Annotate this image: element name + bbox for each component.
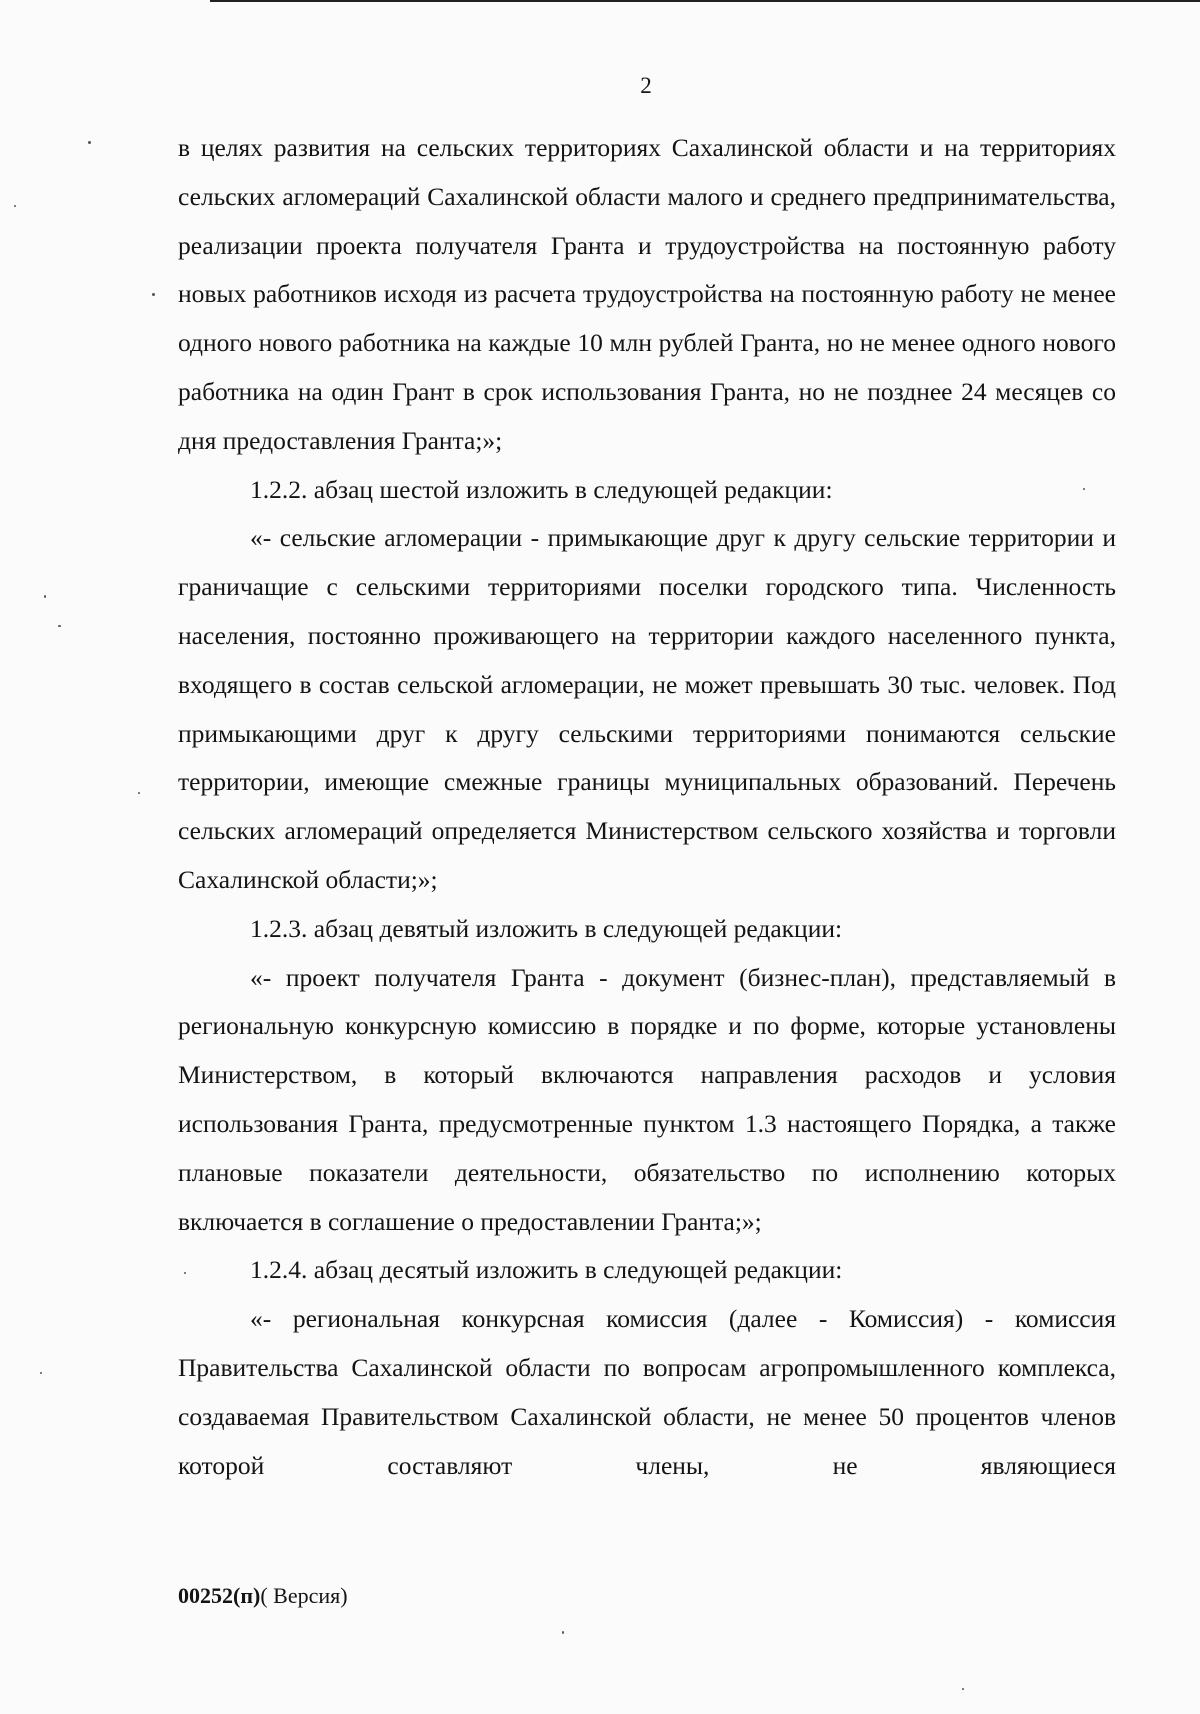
document-version: ( Версия) bbox=[260, 1583, 348, 1608]
scan-speck bbox=[184, 1272, 186, 1274]
paragraph-continuation: в целях развития на сельских территориях Сахалинской области и на территориях сельских агломераций Сахалинской области малого и среднего предпринимательства, реализации проекта получателя Гранта и трудоустройства на постоянную работу новых работников исходя из расчета трудоустройства на постоянную работу не менее одного нового работника на каждые 10 млн рублей Гранта, но не менее одного нового работника на один Грант в срок использования Гранта, но не позднее 24 месяцев со дня предоставления Гранта;»; bbox=[178, 133, 1116, 455]
scan-speck bbox=[44, 595, 46, 598]
document-code: 00252(п) bbox=[178, 1583, 261, 1608]
scan-speck bbox=[138, 792, 140, 794]
scan-speck bbox=[88, 141, 91, 144]
scan-speck bbox=[962, 1688, 964, 1690]
page-number: 2 bbox=[640, 73, 652, 98]
scan-speck bbox=[1083, 488, 1085, 490]
paragraph-commission: «- региональная конкурсная комиссия (далее - Комиссия) - комиссия Правительства Сахалинской области по вопросам агропромышленного комплекса, создаваемая Правительством Сахалинской области, не менее 50 процентов членов которой составляют члены, не являющиеся bbox=[178, 1304, 1116, 1480]
scan-speck bbox=[562, 1631, 564, 1634]
scan-speck bbox=[152, 293, 155, 296]
scan-speck bbox=[40, 1372, 42, 1374]
paragraph-rural-agglomerations: «- сельские агломерации - примыкающие друг к другу сельские территории и граничащие с сельскими территориями поселки городского типа. Численность населения, постоянно проживающего на территории каждого населенного пункта, входящего в состав сельской агломерации, не может превышать 30 тыс. человек. Под примыкающими друг к другу сельскими территориями понимаются сельские территории, имеющие смежные границы муниципальных образований. Перечень сельских агломераций определяется Министерством сельского хозяйства и торговли Сахалинской области;»; bbox=[178, 523, 1116, 894]
scan-speck bbox=[58, 625, 61, 627]
paragraph-item-1-2-2: 1.2.2. абзац шестой изложить в следующей редакции: bbox=[250, 474, 833, 504]
document-footer bbox=[178, 1583, 348, 1609]
paragraph-item-1-2-3: 1.2.3. абзац девятый изложить в следующей редакции: bbox=[250, 913, 843, 943]
paragraph-item-1-2-4: 1.2.4. абзац десятый изложить в следующей редакции: bbox=[250, 1255, 843, 1285]
document-body bbox=[178, 124, 1116, 1490]
paragraph-grant-project: «- проект получателя Гранта - документ (бизнес-план), представляемый в региональную конкурсную комиссию в порядке и по форме, которые установлены Министерством, в который включаются направления расходов и условия использования Гранта, предусмотренные пунктом 1.3 настоящего Порядка, а также плановые показатели деятельности, обязательство по исполнению которых включается в соглашение о предоставлении Гранта;»; bbox=[178, 962, 1116, 1236]
scan-speck bbox=[14, 205, 16, 207]
top-border-line bbox=[210, 0, 1200, 2]
